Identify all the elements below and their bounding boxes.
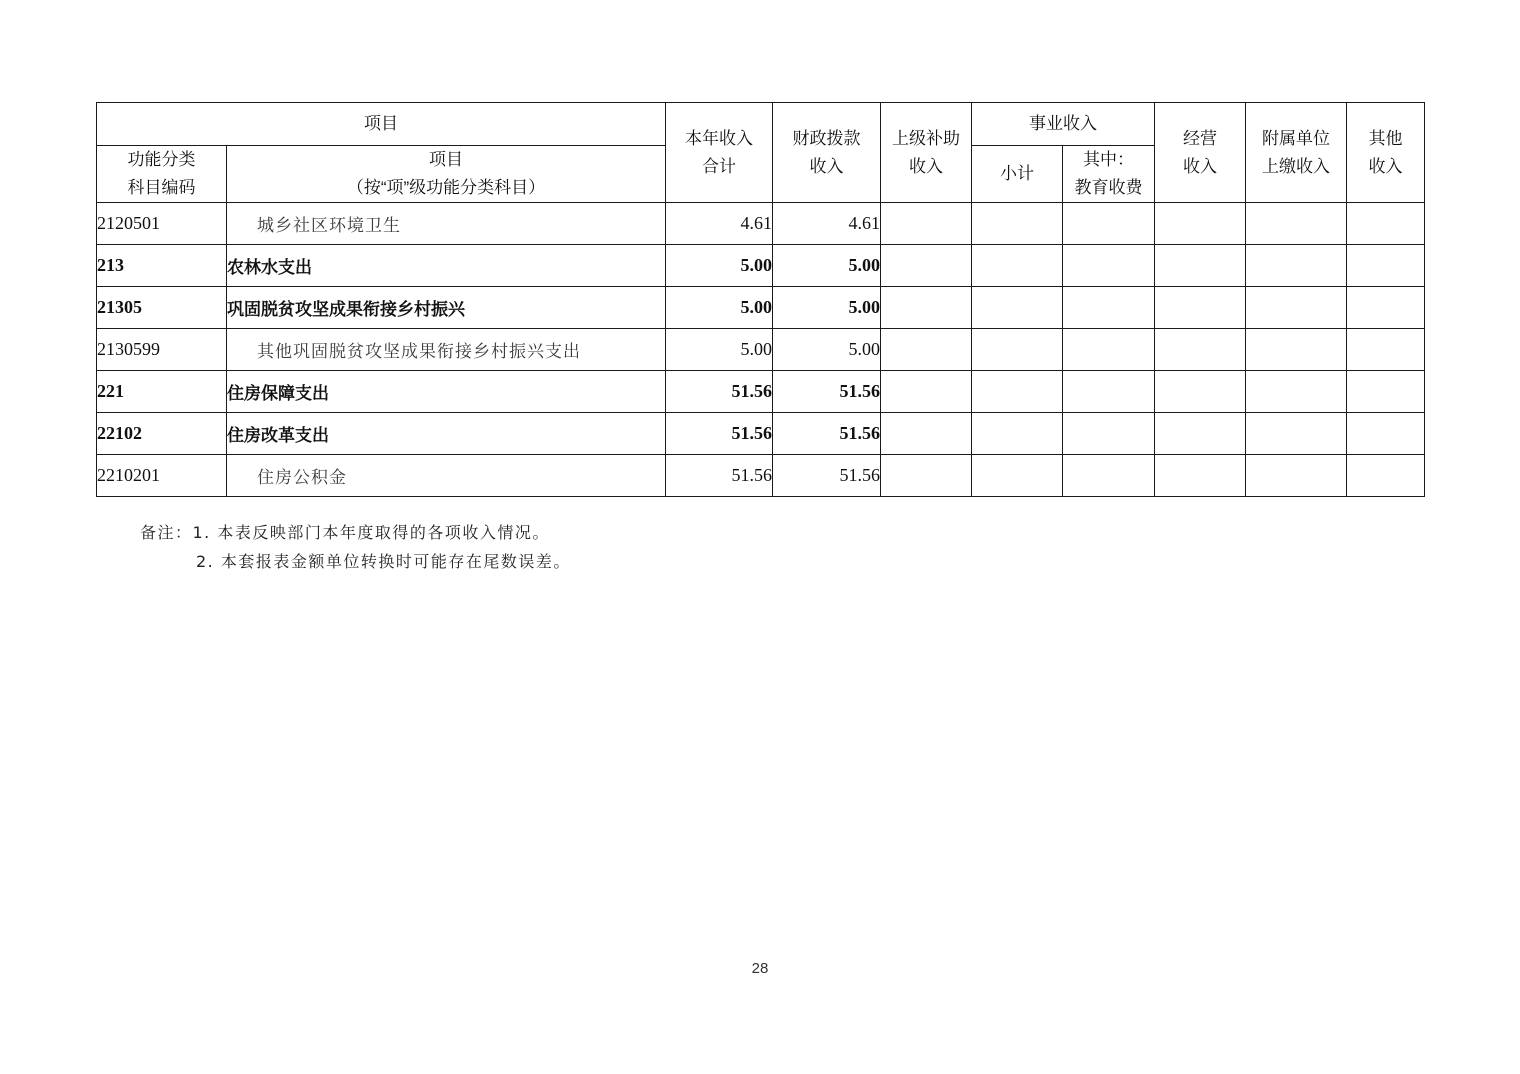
cell-biz-subtotal (972, 455, 1063, 497)
note-line-1: 备注：1. 本表反映部门本年度取得的各项收入情况。 (140, 523, 550, 542)
note-line-2: 2. 本套报表金额单位转换时可能存在尾数误差。 (196, 552, 571, 571)
cell-biz-subtotal (972, 203, 1063, 245)
cell-total: 51.56 (666, 455, 773, 497)
cell-other (1347, 413, 1425, 455)
header-line: 收入 (1368, 156, 1403, 176)
cell-operating (1155, 203, 1246, 245)
cell-biz-edu (1063, 329, 1155, 371)
cell-operating (1155, 329, 1246, 371)
table-row (97, 203, 1425, 245)
cell-biz-edu (1063, 413, 1155, 455)
cell-other (1347, 371, 1425, 413)
table-body (97, 203, 1425, 497)
cell-affiliated (1246, 245, 1347, 287)
cell-fiscal: 5.00 (773, 245, 881, 287)
header-func-code (97, 146, 227, 203)
cell-biz-subtotal (972, 287, 1063, 329)
cell-other (1347, 455, 1425, 497)
table-row (97, 371, 1425, 413)
cell-other (1347, 203, 1425, 245)
cell-superior (881, 413, 972, 455)
header-line: 财政拨款 (792, 128, 861, 148)
page-number: 28 (751, 960, 769, 977)
cell-name: 巩固脱贫攻坚成果衔接乡村振兴 (227, 287, 666, 329)
header-line: 其中： (1083, 150, 1134, 169)
cell-biz-edu (1063, 245, 1155, 287)
cell-biz-edu (1063, 455, 1155, 497)
table-row (97, 287, 1425, 329)
cell-biz-edu (1063, 203, 1155, 245)
header-line: 经营 (1183, 128, 1217, 148)
cell-superior (881, 287, 972, 329)
cell-name: 住房保障支出 (227, 371, 666, 413)
cell-operating (1155, 413, 1246, 455)
cell-superior (881, 455, 972, 497)
cell-affiliated (1246, 203, 1347, 245)
cell-code: 2130599 (97, 329, 227, 371)
cell-total: 5.00 (666, 287, 773, 329)
header-line: 上级补助 (892, 128, 960, 148)
header-item (227, 146, 666, 203)
header-line: 收入 (1183, 156, 1217, 176)
cell-biz-subtotal (972, 371, 1063, 413)
cell-affiliated (1246, 413, 1347, 455)
table-row (97, 413, 1425, 455)
table-row (97, 329, 1425, 371)
cell-biz-subtotal (972, 329, 1063, 371)
header-line: 上缴收入 (1262, 156, 1330, 176)
cell-code: 22102 (97, 413, 227, 455)
cell-biz-subtotal (972, 413, 1063, 455)
cell-affiliated (1246, 329, 1347, 371)
header-line: 其他 (1368, 128, 1403, 148)
header-line: 合计 (702, 156, 736, 176)
cell-fiscal: 51.56 (773, 455, 881, 497)
cell-superior (881, 203, 972, 245)
header-line: （按“项”级功能分类科目） (346, 178, 546, 197)
table-header (97, 103, 1425, 203)
header-other-income (1347, 103, 1425, 203)
table-row (97, 455, 1425, 497)
cell-affiliated (1246, 455, 1347, 497)
header-line: 收入 (809, 156, 844, 176)
header-line: 教育收费 (1074, 178, 1143, 197)
header-total-income (666, 103, 773, 203)
cell-operating (1155, 245, 1246, 287)
header-line: 附属单位 (1262, 128, 1330, 148)
cell-operating (1155, 455, 1246, 497)
cell-other (1347, 329, 1425, 371)
cell-affiliated (1246, 371, 1347, 413)
cell-biz-edu (1063, 371, 1155, 413)
income-table (96, 102, 1425, 497)
income-table-container (96, 102, 1424, 497)
cell-biz-subtotal (972, 245, 1063, 287)
cell-total: 51.56 (666, 413, 773, 455)
cell-superior (881, 371, 972, 413)
cell-operating (1155, 287, 1246, 329)
header-business-subtotal: 小计 (972, 146, 1063, 203)
table-row (97, 245, 1425, 287)
cell-code: 2120501 (97, 203, 227, 245)
cell-fiscal: 5.00 (773, 287, 881, 329)
header-fiscal-income (773, 103, 881, 203)
cell-total: 5.00 (666, 245, 773, 287)
cell-superior (881, 329, 972, 371)
header-line: 项目 (429, 150, 463, 169)
cell-code: 221 (97, 371, 227, 413)
cell-code: 21305 (97, 287, 227, 329)
cell-name: 其他巩固脱贫攻坚成果衔接乡村振兴支出 (227, 329, 666, 371)
cell-code: 213 (97, 245, 227, 287)
cell-superior (881, 245, 972, 287)
cell-operating (1155, 371, 1246, 413)
cell-affiliated (1246, 287, 1347, 329)
header-line: 收入 (909, 156, 943, 176)
cell-total: 5.00 (666, 329, 773, 371)
cell-name: 农林水支出 (227, 245, 666, 287)
header-line: 科目编码 (127, 178, 196, 197)
cell-name: 住房改革支出 (227, 413, 666, 455)
cell-other (1347, 245, 1425, 287)
header-operating-income (1155, 103, 1246, 203)
cell-name: 城乡社区环境卫生 (227, 203, 666, 245)
notes-section (140, 518, 571, 576)
header-line: 功能分类 (127, 150, 196, 169)
header-project-group: 项目 (97, 103, 666, 146)
cell-other (1347, 287, 1425, 329)
header-business-income-group: 事业收入 (972, 103, 1155, 146)
cell-fiscal: 51.56 (773, 371, 881, 413)
cell-fiscal: 5.00 (773, 329, 881, 371)
cell-name: 住房公积金 (227, 455, 666, 497)
cell-fiscal: 4.61 (773, 203, 881, 245)
header-business-education (1063, 146, 1155, 203)
header-affiliated-income (1246, 103, 1347, 203)
header-superior-subsidy (881, 103, 972, 203)
header-line: 本年收入 (685, 128, 753, 148)
cell-biz-edu (1063, 287, 1155, 329)
cell-fiscal: 51.56 (773, 413, 881, 455)
cell-total: 51.56 (666, 371, 773, 413)
cell-code: 2210201 (97, 455, 227, 497)
cell-total: 4.61 (666, 203, 773, 245)
